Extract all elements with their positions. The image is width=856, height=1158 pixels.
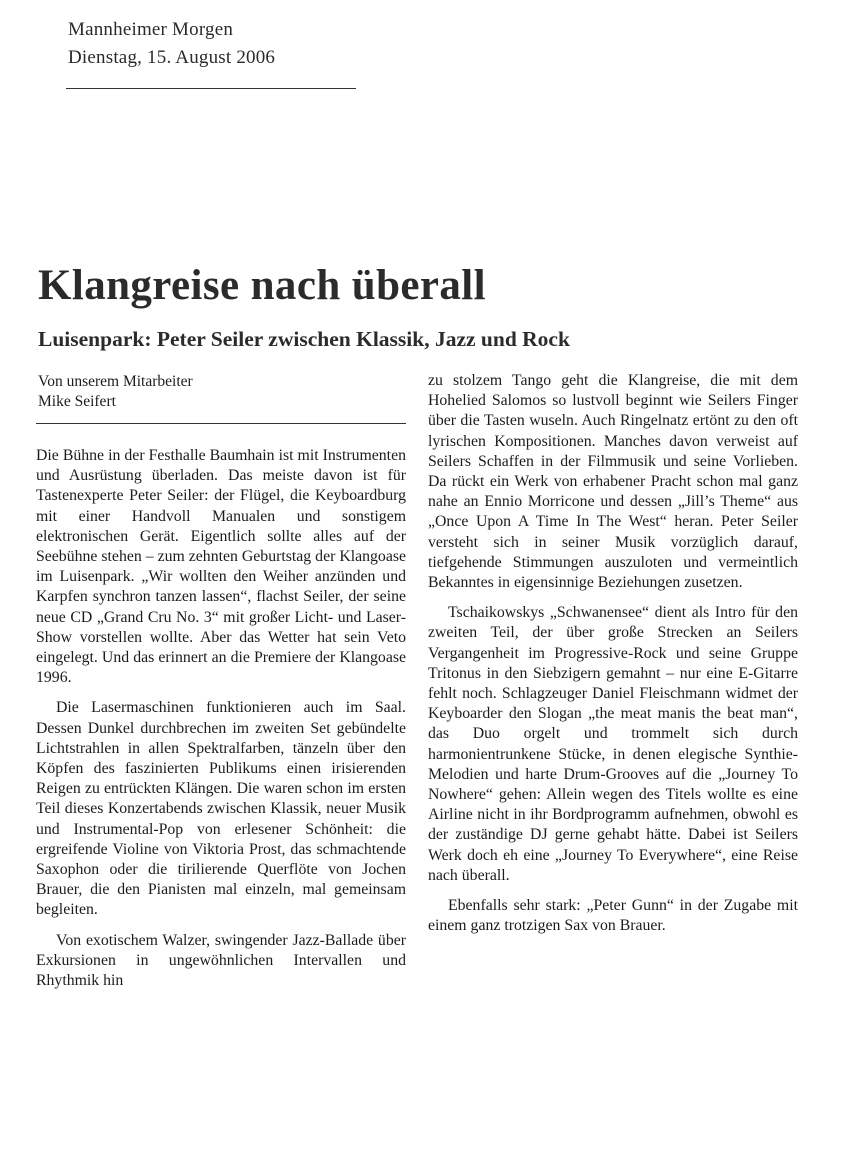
article-headline: Klangreise nach überall (38, 262, 486, 309)
masthead (68, 16, 275, 72)
newspaper-name: Mannheimer Morgen (68, 19, 234, 40)
paragraph: zu stolzem Tango geht die Klangreise, die mit dem Hohelied Salomos so lustvoll beginnt wie Seilers Finger über die Tasten wuseln. Auch Ringelnatz ertönt zu den oft lyrischen Kompositionen. Manches davon verweist auf Seilers Schaffen in der Filmmusik und seine Vorlieben. Da rückt ein Werk von erhabener Pracht schon mal ganz nahe an Ennio Morricone und dessen „Jill’s Theme“ aus „Once Upon A Time In The West“ heran. Peter Seiler versteht sich in seiner Musik vorzüglich darauf, tiefgehende Stimmungen auszuloten und vermeintlich Bekanntes in eigensinnige Beziehungen zusetzen. (428, 372, 798, 592)
article-subheadline: Luisenpark: Peter Seiler zwischen Klassik, Jazz und Rock (38, 327, 570, 351)
paragraph: Ebenfalls sehr stark: „Peter Gunn“ in der Zugabe mit einem ganz trotzigen Sax von Brauer. (428, 897, 798, 935)
article-column-left (36, 446, 406, 1001)
byline (38, 372, 193, 412)
paragraph: Von exotischem Walzer, swingender Jazz-Ballade über Exkursionen in ungewöhnlichen Intervallen und Rhythmik hin (36, 931, 406, 990)
paragraph: Die Bühne in der Festhalle Baumhain ist mit Instrumenten und Ausrüstung überladen. Das meiste davon ist für Tastenexperte Peter Seiler: der Flügel, die Keyboardburg mit einer Handvoll Manualen und sonstigem elektronischen Gerät. Eigentlich sollte alles auf der Seebühne stehen – zum zehnten Geburtstag der Klangoase im Luisenpark. „Wir wollten den Weiher anzünden und Karpfen synchron tanzen lassen“, flachst Seiler, der seine neue CD „Grand Cru No. 3“ mit großer Licht- und Laser-Show vorstellen wollte. Aber das Wetter hat sein Veto eingelegt. Und das erinnert an die Premiere der Klangoase 1996. (36, 447, 406, 687)
publication-date: Dienstag, 15. August 2006 (68, 47, 276, 68)
byline-role: Von unserem Mitarbeiter (38, 373, 193, 390)
paragraph: Tschaikowskys „Schwanensee“ dient als Intro für den zweiten Teil, der über große Strecken an Seilers Vergangenheit im Progressive-Rock und seine Gruppe Tritonus in den Siebzigern gemahnt – nur eine E-Gitarre fehlt noch. Schlagzeuger Daniel Fleischmann widmet der Keyboarder den Slogan „the meat manis the beat man“, das Duo orgelt und trommelt sich durch harmonientrunkene Stücke, in denen elegische Synthie-Melodien und harte Drum-Grooves auf die „Journey To Nowhere“ gehen: Allein wegen des Titels wollte es eine Airline nicht in ihr Bordprogramm aufnehmen, obwohl es der zuständige DJ gerne gehabt hätte. Dabei ist Seilers Werk doch eh eine „Journey To Everywhere“, eine Reise nach überall. (428, 604, 798, 884)
article-column-right (428, 371, 798, 946)
paragraph: Die Lasermaschinen funktionieren auch im Saal. Dessen Dunkel durchbrechen im zweiten Set gebündelte Lichtstrahlen in allen Spektralfarben, tänzeln über den Köpfen des faszinierten Publikums einen irisierenden Reigen zu entrückten Klängen. Die waren schon im ersten Teil dieses Konzertabends zwischen Klassik, neuer Musik und Instrumental-Pop von erlesener Schönheit: die ergreifende Violine von Viktoria Prost, das schmachtende Saxophon oder die tirilierende Querflöte von Jochen Brauer, die den Pianisten mal einzeln, mal gemeinsam begleiten. (36, 699, 406, 919)
byline-divider (36, 423, 406, 424)
masthead-divider (66, 88, 356, 89)
byline-author: Mike Seifert (38, 393, 116, 410)
